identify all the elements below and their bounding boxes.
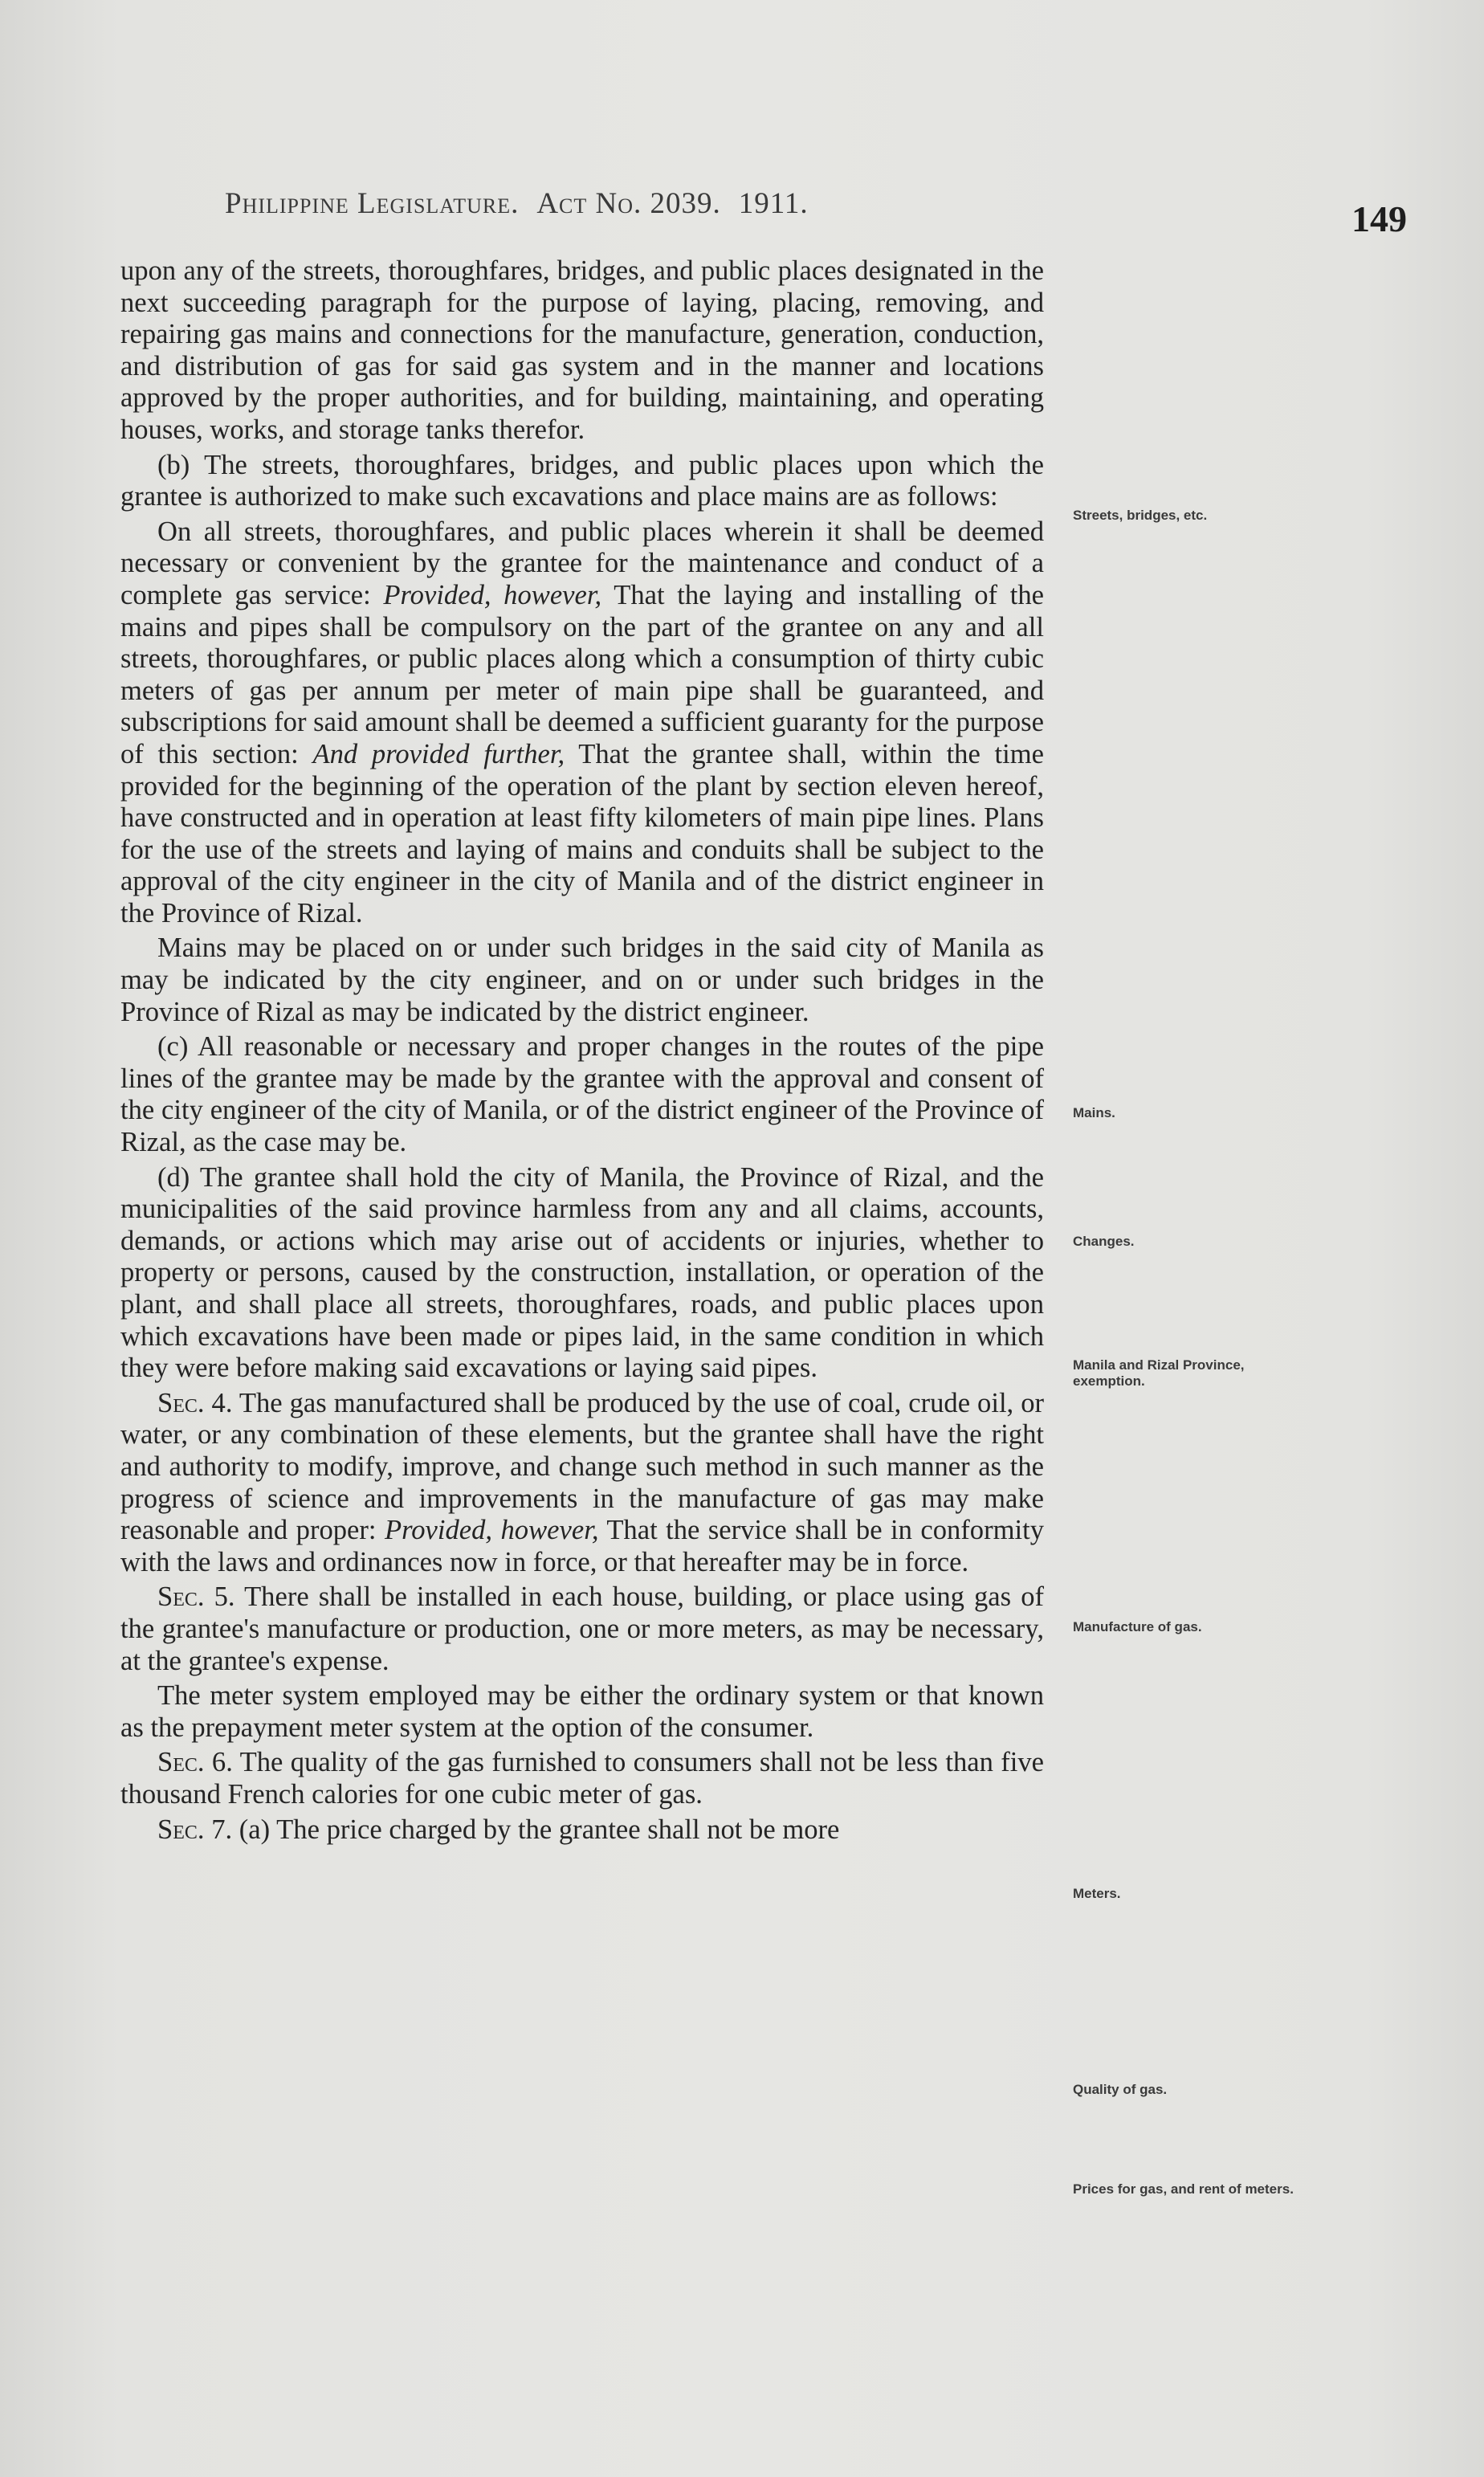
- paragraph: (c) All reasonable or necessary and proper changes in the routes of the pipe lines of the grantee may be made by the grantee with the approval and consent of the city engineer of the city of Manila, or of the district engineer of the Province of Rizal, as the case may be.: [120, 1031, 1044, 1158]
- page-number: 149: [1352, 198, 1407, 239]
- section-label: Sec. 5.: [157, 1581, 235, 1613]
- margin-note: Mains.: [1073, 1105, 1115, 1120]
- paragraph: Sec. 5. There shall be installed in each house, building, or place using gas of the grantee's manufacture or production, one or more meters, as may be necessary, at the grantee's expense.: [120, 1581, 1044, 1676]
- margin-note: Prices for gas, and rent of meters.: [1073, 2181, 1294, 2197]
- paragraph: Sec. 7. (a) The price charged by the grantee shall not be more: [157, 1814, 840, 1845]
- margin-note: Changes.: [1073, 1234, 1135, 1249]
- margin-note: Quality of gas.: [1073, 2082, 1168, 2097]
- body-text: [120, 255, 1044, 1849]
- margin-note: Manila and Rizal Province, exemption.: [1073, 1357, 1245, 1389]
- paragraph: Mains may be placed on or under such bridges in the said city of Manila as may be indicated by the city engineer, and on or under such bridges in the Province of Rizal as may be indicated by the district engineer.: [120, 932, 1044, 1027]
- header-year: 1911.: [738, 187, 809, 220]
- paragraph: (b) The streets, thoroughfares, bridges, and public places upon which the grantee is authorized to make such excavations and place mains are as follows:: [120, 449, 1044, 512]
- running-header: [225, 186, 809, 221]
- section-label: Sec. 4.: [157, 1387, 233, 1418]
- header-act: Act No. 2039.: [536, 187, 721, 220]
- paragraph: On all streets, thoroughfares, and public places wherein it shall be deemed necessary or convenient by the grantee for the maintenance and conduct of a complete gas service: Provided, however, That the laying and installing of the mains and pipes shall be compulsory on the part of the grantee on any and all streets, thoroughfares, or public places along which a consumption of thirty cubic meters of gas per annum per meter of main pipe shall be guaranteed, and subscriptions for said amount shall be deemed a sufficient guaranty for the purpose of this section: And provided further, That the grantee shall, within the time provided for the beginning of the operation of the plant by section eleven hereof, have constructed and in operation at least fifty kilometers of main pipe lines. Plans for the use of the streets and laying of mains and conduits shall be subject to the approval of the city engineer in the city of Manila and of the district engineer in the Province of Rizal.: [120, 516, 1044, 928]
- margin-note: Meters.: [1073, 1886, 1121, 1901]
- section-label: Sec. 6.: [157, 1747, 233, 1778]
- section-label: Sec. 7.: [157, 1814, 233, 1845]
- paragraph: Sec. 6. The quality of the gas furnished to consumers shall not be less than five thousand French calories for one cubic meter of gas.: [120, 1747, 1044, 1810]
- paragraph: (d) The grantee shall hold the city of Manila, the Province of Rizal, and the municipalities of the said province harmless from any and all claims, accounts, demands, or actions which may arise out of accidents or injuries, whether to property or persons, caused by the construction, installation, or operation of the plant, and shall place all streets, thoroughfares, roads, and public places upon which excavations have been made or pipes laid, in the same condition in which they were before making said excavations or laying said pipes.: [120, 1161, 1044, 1384]
- paragraph: The meter system employed may be either the ordinary system or that known as the prepayment meter system at the option of the consumer.: [120, 1680, 1044, 1743]
- header-publication: Philippine Legislature.: [225, 187, 520, 220]
- margin-note: Streets, bridges, etc.: [1073, 508, 1208, 523]
- paragraph: Sec. 4. The gas manufactured shall be produced by the use of coal, crude oil, or water, or any combination of these elements, but the grantee shall have the right and authority to modify, improve, and change such method in such manner as the progress of science and improvements in the manufacture of gas may make reasonable and proper: Provided, however, That the service shall be in conformity with the laws and ordinances now in force, or that hereafter may be in force.: [120, 1387, 1044, 1577]
- margin-note: Manufacture of gas.: [1073, 1619, 1202, 1634]
- paragraph: upon any of the streets, thoroughfares, bridges, and public places designated in the next succeeding paragraph for the purpose of laying, placing, removing, and repairing gas mains and connections for the manufacture, generation, conduction, and distribution of gas for said gas system and in the manner and locations approved by the proper authorities, and for building, maintaining, and operating houses, works, and storage tanks therefor.: [120, 255, 1044, 445]
